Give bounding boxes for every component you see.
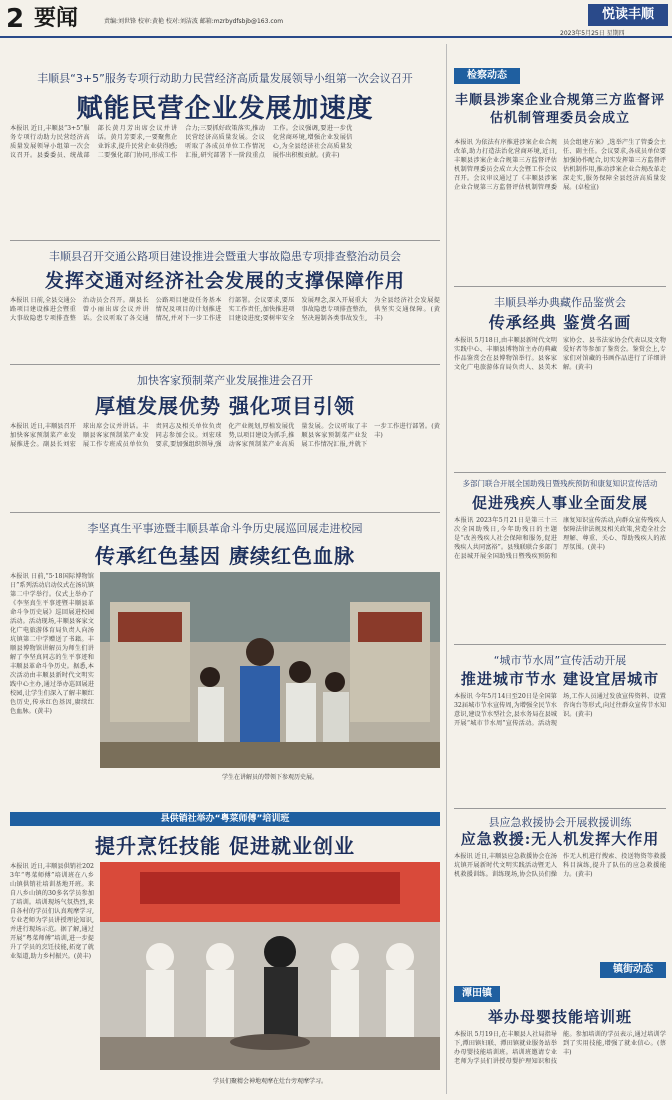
a3-kicker: 加快客家预制菜产业发展推进会召开 bbox=[137, 374, 313, 387]
divider bbox=[454, 644, 666, 645]
divider bbox=[454, 286, 666, 287]
a11-tag: 潭田镇 bbox=[454, 986, 500, 1002]
a7-body: 本报讯 5月18日,由丰顺县新时代文明实践中心、丰顺县博物馆主办的典藏作品鉴赏会在县博物馆举行。县客家文化广电旅游体育局负责人、县美术家协会、县书法家协会代表以及文物爱好者等参加了鉴赏会。鉴赏会上,专家们对馆藏的书画作品进行了详细讲解。(黄丰) bbox=[454, 337, 666, 371]
a5-body: 本报讯 近日,丰顺县供销社2023年“粤菜师傅”培训班在八乡山镇供销社培训基地开班。来自八乡山镇的30多名学员参加了培训。培训现场气氛热烈,来自各村的学员们认真观摩学习,专业老师为学员讲授理论知识,并进行现场示范。据了解,通过开展“粤菜师傅”培训,进一步提升了学员的烹饪技能,拓宽了就业渠道,助力乡村振兴。(黄丰) bbox=[10, 863, 94, 960]
issue-date: 2023年5月25日 星期四 bbox=[560, 30, 625, 37]
exhibition-photo-illustration bbox=[100, 572, 440, 768]
a7-kicker: 丰顺县举办典藏作品鉴赏会 bbox=[494, 296, 626, 309]
a10-body: 本报讯 近日,丰顺县应急救援协会在汤坑镇开展新时代文明实践活动暨无人机救援训练。训练现场,协会队员们操作无人机进行搜索、投送物资等救援科目演练,提升了队伍的应急救援能力。(黄丰) bbox=[454, 853, 666, 878]
a3-body: 本报讯 近日,丰顺县召开加快客家预制菜产业发展推进会。副县长刘宏球出席会议并讲话。丰顺县客家预制菜产业发展工作专班成员单位负责同志及相关单位负责同志参加会议。刘宏球要求,要加强组织领导,强化产业规划,厚植发展优势,以项目建设为抓手,推动客家预制菜产业高质量发展。会议听取了丰顺县客家预制菜产业发展工作情况汇报,并就下一步工作进行部署。(黄丰) bbox=[10, 423, 440, 448]
a11-section-tag: 镇街动态 bbox=[600, 962, 666, 978]
a1-headline: 赋能民营企业发展加速度 bbox=[76, 94, 374, 124]
a4-body: 本报讯 日前,“5·18国际博物馆日”系列活动启动仪式在汤坑镇第二中学举行。仪式上举办了《李坚真生平事迹暨丰顺县革命斗争历史展》巡回展进校园活动。活动现场,丰顺县客家文化广电旅游体育局负责人向汤坑镇第二中学赠送了书籍。丰顺县博物馆讲解员为师生们讲解了李坚真同志的生平事迹和丰顺县革命斗争历史。据悉,本次活动由丰顺县新时代文明实践中心主办,通过举办巡回展进校园,让学生们深入了解丰顺红色历史,传承红色基因,赓续红色血脉。(黄丰) bbox=[10, 573, 94, 715]
a8-headline: 促进残疾人事业全面发展 bbox=[471, 494, 648, 512]
a5-photo bbox=[100, 862, 440, 1070]
cooking-class-photo-illustration bbox=[100, 862, 440, 1070]
a9-headline: 推进城市节水 建设宜居城市 bbox=[460, 670, 660, 688]
a5-photo-caption: 学员们聚精会神地观摩在灶台旁观摩学习。 bbox=[212, 1078, 327, 1085]
divider bbox=[10, 364, 440, 365]
a9-body: 本报讯 今年5月14日至20日是全国第32届城市节水宣传周,为增强全民节水意识,建设节水型社会,县水务局在县城开展“城市节水周”宣传活动。活动现场,工作人员通过发放宣传资料、设置咨询台等形式,向过往群众宣传节水知识。(黄丰) bbox=[454, 693, 666, 727]
a9-kicker: “城市节水周”宣传活动开展 bbox=[493, 654, 627, 667]
editor-credits: 责编:刘世锋 校审:黄艳 校对:刘洁波 邮箱:mzrbydfsbjb@163.com bbox=[104, 18, 284, 25]
a7-headline: 传承经典 鉴赏名画 bbox=[488, 313, 632, 332]
a3-headline: 厚植发展优势 强化项目引领 bbox=[95, 394, 355, 418]
a6-tag: 检察动态 bbox=[454, 68, 520, 84]
a4-kicker: 李坚真生平事迹暨丰顺县革命斗争历史展巡回展走进校园 bbox=[87, 522, 363, 535]
divider bbox=[10, 512, 440, 513]
a2-headline: 发挥交通对经济社会发展的支撑保障作用 bbox=[44, 270, 405, 292]
a10-kicker: 县应急救援协会开展救援训练 bbox=[488, 816, 632, 829]
divider bbox=[454, 808, 666, 809]
a8-kicker: 多部门联合开展全国助残日暨残疾预防和康复知识宣传活动 bbox=[462, 479, 658, 488]
divider bbox=[454, 472, 666, 473]
a4-photo bbox=[100, 572, 440, 768]
a5-headline: 提升烹饪技能 促进就业创业 bbox=[95, 834, 355, 858]
a10-headline: 应急救援:无人机发挥大作用 bbox=[460, 830, 660, 848]
section-name: 要闻 bbox=[34, 6, 79, 31]
column-divider bbox=[446, 44, 447, 1094]
a6-body: 本报讯 为依法有序推进涉案企业合规改革,助力打造法治化营商环境,近日,丰顺县涉案企业合规第三方监督评估机制管理委员会成立大会暨工作会议召开。会议审议通过了《丰顺县涉案企业合规第三方监督评估机制管理委员会组建方案》,选举产生了管委会主任、副主任。会议要求,各成员单位要加强协作配合,切实发挥第三方监督评估机制作用,推动涉案企业合规改革走深走实,服务保障全县经济高质量发展。(卓检宣) bbox=[454, 139, 666, 191]
a11-body: 本报讯 5月19日,在丰顺县人社局指导下,潭田镇妇联、潭田镇就业服务站举办母婴技能培训班。培训班邀请专业老师为学员们讲授母婴护理知识和技能。参加培训的学员表示,通过培训学到了实用技能,增强了就业信心。(蔡丰) bbox=[454, 1031, 666, 1065]
paper-logo: 悦读丰顺 bbox=[588, 4, 668, 26]
a4-photo-caption: 学生在讲解员的带领下参观历史展。 bbox=[221, 774, 318, 781]
a5-banner: 县供销社举办“粤菜师傅”培训班 bbox=[10, 812, 440, 826]
a2-body: 本报讯 日前,全县交通公路项目建设推进会暨重大事故隐患专项排查整治动员会召开。副县长曾小丽出席会议并讲话。会议听取了各交通公路项目建设任务基本情况及项目的计划推进情况,并对下一步工作进行部署。会议要求,要压实工作责任,加快推进项目建设进度;要树牢安全发展理念,深入开展重大事故隐患专项排查整治,坚决遏制各类事故发生,为全县经济社会发展提供坚实交通保障。(黄丰) bbox=[10, 297, 440, 322]
a1-kicker: 丰顺县“3+5”服务专项行动助力民营经济高质量发展领导小组第一次会议召开 bbox=[37, 72, 413, 85]
a2-kicker: 丰顺县召开交通公路项目建设推进会暨重大事故隐患专项排查整治动员会 bbox=[49, 250, 401, 263]
page-number: 2 bbox=[6, 4, 25, 34]
a1-body: 本报讯 近日,丰顺县“3+5”服务专项行动助力民营经济高质量发展领导小组第一次会议召开。县委委员、统战部部长黄月芳出席会议并讲话。黄月芳要求,一要聚焦企业诉求,提升民营企业获得感;二要强化部门协同,形成工作合力;三要抓好政策落实,推动民营经济高质量发展。会议听取了各成员单位工作情况汇报,研究部署下一阶段重点工作。会议强调,要进一步优化营商环境,增强企业发展信心,为全县经济社会高质量发展作出积极贡献。(黄丰) bbox=[10, 125, 353, 159]
a8-body: 本报讯 2023年5月21日是第三十三次全国助残日,今年助残日的主题是“改善残疾人社会保障和服务,促进残疾人共同富裕”。县残联联合多部门在县城开展全国助残日暨残疾预防和康复知识宣传活动,向群众宣传残疾人保障法律法规及相关政策,营造全社会理解、尊重、关心、帮助残疾人的浓厚氛围。(黄丰) bbox=[454, 517, 666, 560]
a11-headline: 举办母婴技能培训班 bbox=[487, 1008, 632, 1026]
divider bbox=[10, 240, 440, 241]
a6-headline: 丰顺县涉案企业合规第三方监督评估机制管理委员会成立 bbox=[454, 93, 665, 126]
a4-headline: 传承红色基因 赓续红色血脉 bbox=[95, 544, 355, 568]
